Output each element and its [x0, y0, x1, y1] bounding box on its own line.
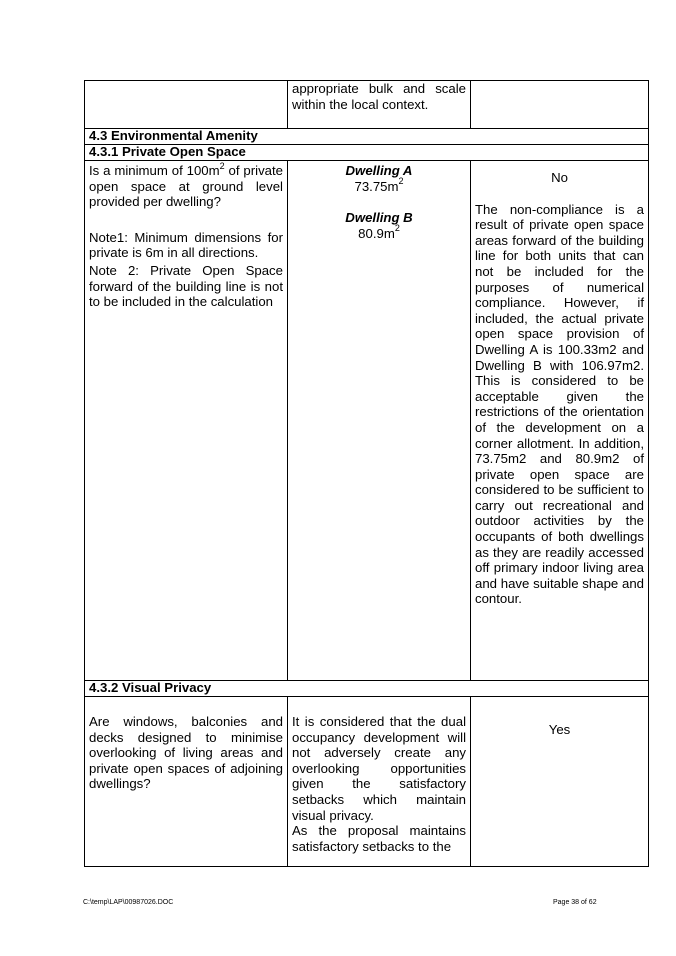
- proposal-cell: [288, 81, 471, 129]
- comment-cell: [471, 697, 649, 867]
- section-heading-4-3-1: 4.3.1 Private Open Space: [85, 145, 649, 161]
- footer-page-number: Page 38 of 62: [553, 899, 597, 906]
- footer-file-path: C:\temp\LAP\00987026.DOC: [83, 899, 174, 906]
- comment-cell: [471, 81, 649, 129]
- proposal-text-continued: As the proposal maintains satisfactory setbacks to the: [292, 823, 466, 854]
- table-row-continued: [85, 81, 649, 129]
- section-heading-4-3: 4.3 Environmental Amenity: [85, 129, 649, 145]
- proposal-text: It is considered that the dual occupancy development will not adversely create any overlooking opportunities given the satisfactory setbacks which maintain visual privacy.: [292, 714, 466, 823]
- table-row-section-heading: [85, 129, 649, 145]
- table-row-private-open-space: [85, 161, 649, 681]
- comment-cell: [471, 161, 649, 681]
- dwelling-b-label: Dwelling B: [345, 210, 413, 226]
- proposal-cell: [288, 697, 471, 867]
- compliance-status: Yes: [548, 722, 571, 737]
- proposal-cell: [288, 161, 471, 681]
- compliance-status: No: [551, 170, 568, 185]
- control-cell: [85, 81, 288, 129]
- control-note-1: Note1: Minimum dimensions for private is 6m in all directions.: [89, 229, 283, 261]
- comment-text: The non-compliance is a result of private open space areas forward of the building line for both units that can not be included for the purposes of numerical compliance. However, if included, the actual private open space provision of Dwelling A is 100.33m2 and Dwelling B with 106.97m2. This is considered to be acceptable given the restrictions of the orientation of the development on a corner allotment. In addition, 73.75m2 and 80.9m2 of private open space are considered to be sufficient to carry out recreational and outdoor activities by the occupants of both dwellings as they are readily accessed off primary indoor living area and have suitable shape and contour.: [475, 201, 644, 607]
- control-note-2: Note 2: Private Open Space forward of the building line is not to be included in the calculation: [89, 262, 283, 310]
- control-question: Are windows, balconies and decks designed to minimise overlooking of living areas and private open spaces of adjoining dwellings?: [89, 714, 283, 792]
- table-row-visual-privacy: [85, 697, 649, 867]
- table-row-section-heading: [85, 681, 649, 697]
- table-row-section-heading: [85, 145, 649, 161]
- control-cell: [85, 161, 288, 681]
- control-question: Is a minimum of $100m^2$ of private open space at ground level provided per dwelling?: [89, 160, 283, 210]
- proposal-text: appropriate bulk and scale within the local context.: [292, 81, 466, 112]
- dwelling-b-value: $80.9m^2$: [358, 223, 400, 241]
- dwelling-a-value: $73.75m^2$: [354, 176, 404, 194]
- control-cell: [85, 697, 288, 867]
- dwelling-a-label: Dwelling A: [345, 163, 413, 178]
- assessment-table: [84, 80, 649, 867]
- section-heading-4-3-2: 4.3.2 Visual Privacy: [85, 681, 649, 697]
